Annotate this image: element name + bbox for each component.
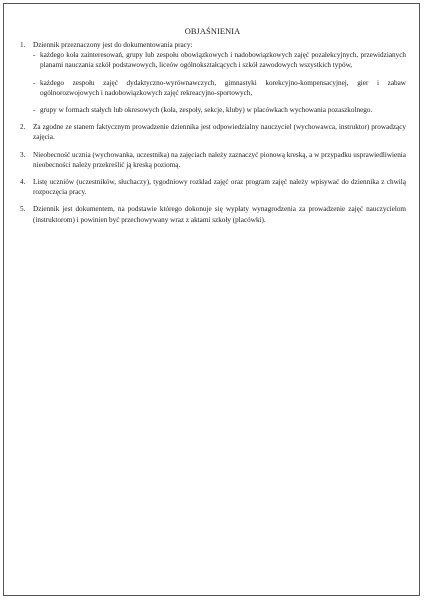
item-text: Za zgodne ze stanem faktycznym prowadzenie dziennika jest odpowiedzialny nauczyciel (wychowawca, instruktor) prowadzący zajęcia. bbox=[33, 123, 406, 142]
list-item bbox=[20, 150, 406, 170]
item-text: Listę uczniów (uczestników, słuchaczy), tygodniowy rozkład zajęć oraz program zajęć należy wpisywać do dziennika z chwilą rozpoczęcia pracy. bbox=[33, 178, 406, 197]
dash-bullet: - bbox=[33, 51, 36, 60]
sub-item-text: każdego zespołu zajęć dydaktyczno-wyrównawczych, gimnastyki korekcyjno-kompensacyjnej, gier i zabaw ogólnorozwojowych i nadobowiązkowych zajęć rekreacyjno-sportowych, bbox=[40, 78, 406, 97]
explanations-list bbox=[20, 40, 406, 232]
document-title: OBJAŚNIENIA bbox=[184, 27, 241, 36]
item-number: 1. bbox=[20, 41, 26, 49]
list-item bbox=[20, 40, 406, 115]
item-number: 2. bbox=[20, 123, 26, 132]
sub-item bbox=[33, 50, 406, 70]
dash-bullet: - bbox=[33, 106, 36, 115]
list-item bbox=[20, 204, 406, 224]
sub-item-text: każdego koła zainteresowań, grupy lub zespołu obowiązkowych i nadobowiązkowych zajęć pozalekcyjnych, przewidzianych planami nauczania szkół podstawowych, liceów ogólnokształcących i szkół zawodowych wszystkich typów, bbox=[40, 51, 406, 70]
item-number: 4. bbox=[20, 178, 26, 187]
list-item bbox=[20, 177, 406, 197]
item-text: Nieobecność ucznia (wychowanka, uczestnika) na zajęciach należy zaznaczyć pionową kreską, a w przypadku usprawiedliwienia nieobecności należy przekreślić ją kreską poziomą. bbox=[33, 150, 406, 169]
item-number: 3. bbox=[20, 150, 26, 159]
item-text: Dziennik jest dokumentem, na podstawie którego dokonuje się wypłaty wynagrodzenia za prowadzenie zajęć nauczycielom (instruktorom) i powinien być przechowywany wraz z aktami szkoły (placówki). bbox=[33, 205, 406, 224]
sub-item bbox=[33, 78, 406, 98]
sub-item bbox=[33, 105, 406, 115]
dash-bullet: - bbox=[33, 78, 36, 87]
item-number: 5. bbox=[20, 205, 26, 214]
item-lead-text: Dziennik przeznaczony jest do dokumentowania pracy: bbox=[33, 41, 193, 49]
list-item bbox=[20, 122, 406, 142]
sub-item-text: grupy w formach stałych lub okresowych (koła, zespoły, sekcje, kluby) w placówkach wychowania pozaszkolnego. bbox=[40, 106, 373, 115]
